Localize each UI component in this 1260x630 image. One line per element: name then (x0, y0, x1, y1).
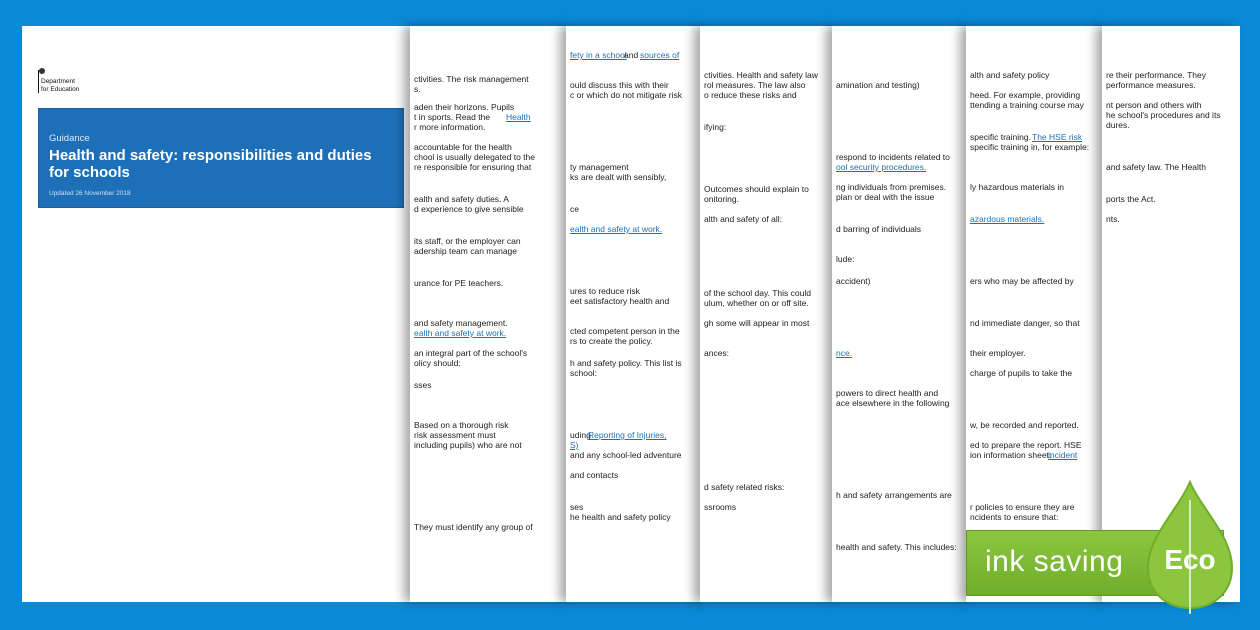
page-text-line: its staff, or the employer can (414, 236, 521, 246)
page-text-line: ty management (570, 162, 629, 172)
page-text-line: gh some will appear in most (704, 318, 810, 328)
page-text-line: rs to create the policy. (570, 336, 653, 346)
page-text-line: cted competent person in the (570, 326, 680, 336)
page-link[interactable]: sources of (640, 50, 680, 60)
page-text-line: lude: (836, 254, 855, 264)
org-line-2: for Education (41, 85, 80, 93)
page-text-line: sses (414, 380, 432, 390)
page-text-line: nts. (1106, 214, 1120, 224)
page-text-line: h and safety policy. This list is (570, 358, 682, 368)
page-text-line: an integral part of the school's (414, 348, 528, 358)
document-page-6 (966, 26, 1108, 602)
document-page-3 (566, 26, 706, 602)
page-text-line: t in sports. Read the (414, 112, 491, 122)
page-text-line: ses (570, 502, 584, 512)
page-text-line: health and safety. This includes: (836, 542, 957, 552)
page-text-line: ion information sheet: (970, 450, 1052, 460)
page-text-line: and contacts (570, 470, 619, 480)
page-text-line: ances: (704, 348, 730, 358)
page-text-line: charge of pupils to take the (970, 368, 1073, 378)
page-text-line: Outcomes should explain to (704, 184, 809, 194)
page-link[interactable]: Reporting of Injuries, (588, 430, 667, 440)
page-text-line: d experience to give sensible (414, 204, 524, 214)
page-text-line: aden their horizons. Pupils (414, 102, 515, 112)
crest-icon (38, 67, 46, 75)
document-page-4 (700, 26, 836, 602)
page-link[interactable]: Health (506, 112, 531, 122)
page-text-line: risk assessment must (414, 430, 496, 440)
page-text-line: he school's procedures and its (1106, 110, 1221, 120)
page-link[interactable]: ool security procedures. (836, 162, 927, 172)
page-text-line: specific training in, for example: (970, 142, 1090, 152)
page-text-line: adership team can manage (414, 246, 518, 256)
page-text-line: including pupils) who are not (414, 440, 522, 450)
page-text-line: ed to prepare the report. HSE (970, 440, 1082, 450)
page-text-line: ctivities. The risk management (414, 74, 529, 84)
page-link[interactable]: nce. (836, 348, 853, 358)
page-text-line: re their performance. They (1106, 70, 1206, 80)
page-text-line: chool is usually delegated to the (414, 152, 535, 162)
page-text-line: ly hazardous materials in (970, 182, 1065, 192)
page-text-line: ould discuss this with their (570, 80, 669, 90)
page-text-line: d safety related risks: (704, 482, 785, 492)
document-page-5 (832, 26, 972, 602)
page-text-line: ers who may be affected by (970, 276, 1074, 286)
dfe-logo (38, 70, 79, 93)
page-text-line: and safety management. (414, 318, 508, 328)
page-text-line: Based on a thorough risk (414, 420, 509, 430)
page-text-line: alth and safety of all: (704, 214, 782, 224)
page-text-line: c or which do not mitigate risk (570, 90, 682, 100)
page-text-line: and safety law. The Health (1106, 162, 1207, 172)
page-text-line: urance for PE teachers. (414, 278, 504, 288)
page-text-line: re responsible for ensuring that (414, 162, 532, 172)
page-text-line: and (624, 50, 639, 60)
page-text-line: ace elsewhere in the following (836, 398, 950, 408)
page-text-line: ifying: (704, 122, 727, 132)
page-text-line: ulum, whether on or off site. (704, 298, 809, 308)
page-text-line: ng individuals from premises. (836, 182, 947, 192)
page-text-line: onitoring. (704, 194, 739, 204)
page-text-line: specific training. (970, 132, 1031, 142)
page-link[interactable]: The HSE risk (1032, 132, 1083, 142)
page-text-line: amination and testing) (836, 80, 920, 90)
page-text-line: their employer. (970, 348, 1026, 358)
org-line-1: Department (41, 78, 75, 85)
page-text-line: nd immediate danger, so that (970, 318, 1080, 328)
page-link[interactable]: ealth and safety at work. (570, 224, 663, 234)
page-link[interactable]: fety in a school (570, 50, 627, 60)
page-text-line: s. (414, 84, 421, 94)
page-text-line: ncidents to ensure that: (970, 512, 1059, 522)
page-text-line: respond to incidents related to (836, 152, 950, 162)
page-link[interactable]: incident (1048, 450, 1078, 460)
page-link[interactable]: azardous materials. (970, 214, 1045, 224)
page-text-line: alth and safety policy (970, 70, 1050, 80)
page-text-line: and any school-led adventure (570, 450, 682, 460)
page-text-line: uding (570, 430, 591, 440)
page-text-line: he health and safety policy (570, 512, 671, 522)
page-text-line: r more information. (414, 122, 486, 132)
page-text-line: school: (570, 368, 597, 378)
updated-date: Updated 26 November 2018 (49, 190, 131, 197)
eco-drop-badge (1142, 480, 1238, 616)
page-text-line: w, be recorded and reported. (970, 420, 1079, 430)
guidance-tag: Guidance (49, 133, 90, 144)
page-text-line: performance measures. (1106, 80, 1196, 90)
eco-badge-text: Eco (1164, 544, 1216, 575)
document-title: Health and safety: responsibilities and duties for schools (49, 147, 372, 181)
page-text-line: plan or deal with the issue (836, 192, 935, 202)
page-text-line: powers to direct health and (836, 388, 939, 398)
page-text-line: r policies to ensure they are (970, 502, 1075, 512)
page-text-line: heed. For example, providing (970, 90, 1081, 100)
page-text-line: olicy should: (414, 358, 461, 368)
ink-saving-label: ink saving (985, 545, 1124, 578)
page-text-line: accident) (836, 276, 871, 286)
page-text-line: d barring of individuals (836, 224, 922, 234)
page-link[interactable]: ealth and safety at work. (414, 328, 507, 338)
page-text-line: ures to reduce risk (570, 286, 640, 296)
page-text-line: h and safety arrangements are (836, 490, 952, 500)
title-banner (38, 108, 404, 208)
page-text-line: accountable for the health (414, 142, 512, 152)
document-page-2 (410, 26, 570, 602)
page-text-line: ks are dealt with sensibly, (570, 172, 667, 182)
page-text-line: ealth and safety duties. A (414, 194, 509, 204)
page-text-line: ttending a training course may (970, 100, 1084, 110)
page-text-line: rol measures. The law also (704, 80, 806, 90)
page-text-line: of the school day. This could (704, 288, 811, 298)
page-text-line: ce (570, 204, 579, 214)
page-text-line: eet satisfactory health and (570, 296, 670, 306)
page-text-line: nt person and others with (1106, 100, 1202, 110)
page-text-line: o reduce these risks and (704, 90, 797, 100)
page-link[interactable]: S) (570, 440, 579, 450)
page-text-line: dures. (1106, 120, 1130, 130)
page-text-line: They must identify any group of (414, 522, 533, 532)
cover-page (22, 26, 432, 602)
page-text-line: ssrooms (704, 502, 737, 512)
page-text-line: ports the Act. (1106, 194, 1156, 204)
page-text-line: ctivities. Health and safety law (704, 70, 818, 80)
